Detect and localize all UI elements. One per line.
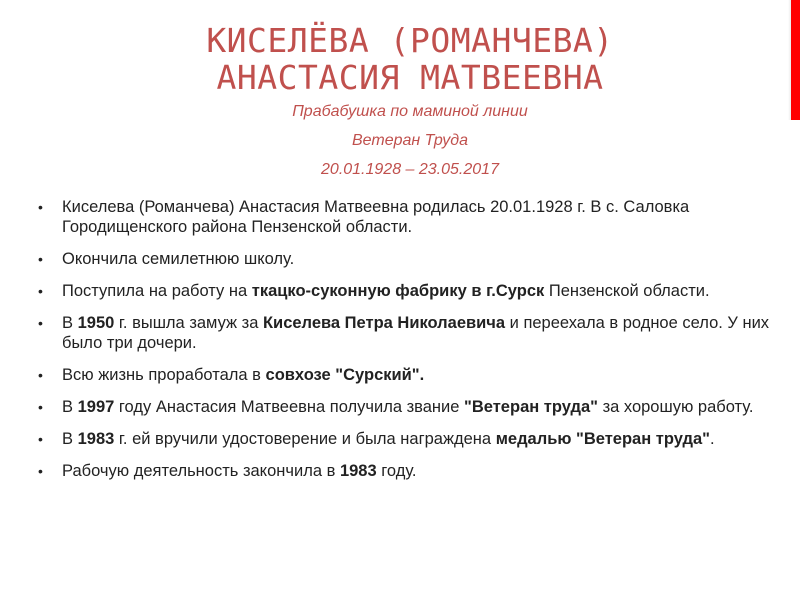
- biography-item: [38, 429, 773, 449]
- bold-text: 1983: [339, 462, 377, 480]
- item-text: Окончила семилетнюю школу.: [62, 250, 295, 268]
- title-line-2: АНАСТАСИЯ МАТВЕЕВНА: [216, 58, 604, 97]
- bold-text: 1950: [77, 314, 115, 332]
- item-text: Пензенской области.: [544, 282, 710, 300]
- item-text: Рабочую деятельность закончила в: [62, 462, 340, 480]
- bold-text: ткацко-суконную фабрику в г.Сурск: [251, 282, 545, 300]
- dates-subtitle: 20.01.1928 – 23.05.2017: [321, 161, 499, 178]
- bold-text: совхозе "Сурский".: [265, 366, 425, 384]
- item-text: году Анастасия Матвеевна получила звание: [114, 398, 465, 416]
- biography-item: [38, 365, 773, 385]
- subtitle-block: [60, 102, 760, 189]
- biography-item: [38, 281, 773, 301]
- title-line-1: КИСЕЛЁВА (РОМАНЧЕВА): [206, 21, 614, 60]
- item-text: за хорошую работу.: [597, 398, 754, 416]
- accent-strip-shadow: [788, 0, 791, 120]
- bold-text: Киселева Петра Николаевича: [262, 314, 506, 332]
- item-text: В: [62, 398, 78, 416]
- relation-subtitle: Прабабушка по маминой линии: [292, 103, 528, 120]
- slide-title: [60, 22, 760, 96]
- item-text: г. вышла замуж за: [114, 314, 263, 332]
- bold-text: "Ветеран труда": [464, 398, 598, 416]
- biography-list: [38, 197, 773, 493]
- biography-item: [38, 313, 773, 353]
- item-text: Киселева (Романчева) Анастасия Матвеевна родилась 20.01.1928 г. В с. Саловка Городищенского района Пензенской области.: [62, 198, 690, 236]
- honor-subtitle: Ветеран Труда: [351, 132, 468, 149]
- item-text: Поступила на работу на: [62, 282, 252, 300]
- biography-item: [38, 461, 773, 481]
- biography-item: [38, 249, 773, 269]
- item-text: .: [709, 430, 715, 448]
- item-text: В: [62, 314, 78, 332]
- bold-text: медалью "Ветеран труда": [495, 430, 710, 448]
- accent-strip: [791, 0, 800, 120]
- bold-text: 1983: [77, 430, 115, 448]
- biography-item: [38, 397, 773, 417]
- item-text: г. ей вручили удостоверение и была награждена: [114, 430, 496, 448]
- bold-text: 1997: [77, 398, 115, 416]
- item-text: Всю жизнь проработала в: [62, 366, 266, 384]
- item-text: и переехала в родное село. У них было три дочери.: [62, 314, 770, 352]
- item-text: году.: [376, 462, 417, 480]
- item-text: В: [62, 430, 78, 448]
- biography-item: [38, 197, 773, 237]
